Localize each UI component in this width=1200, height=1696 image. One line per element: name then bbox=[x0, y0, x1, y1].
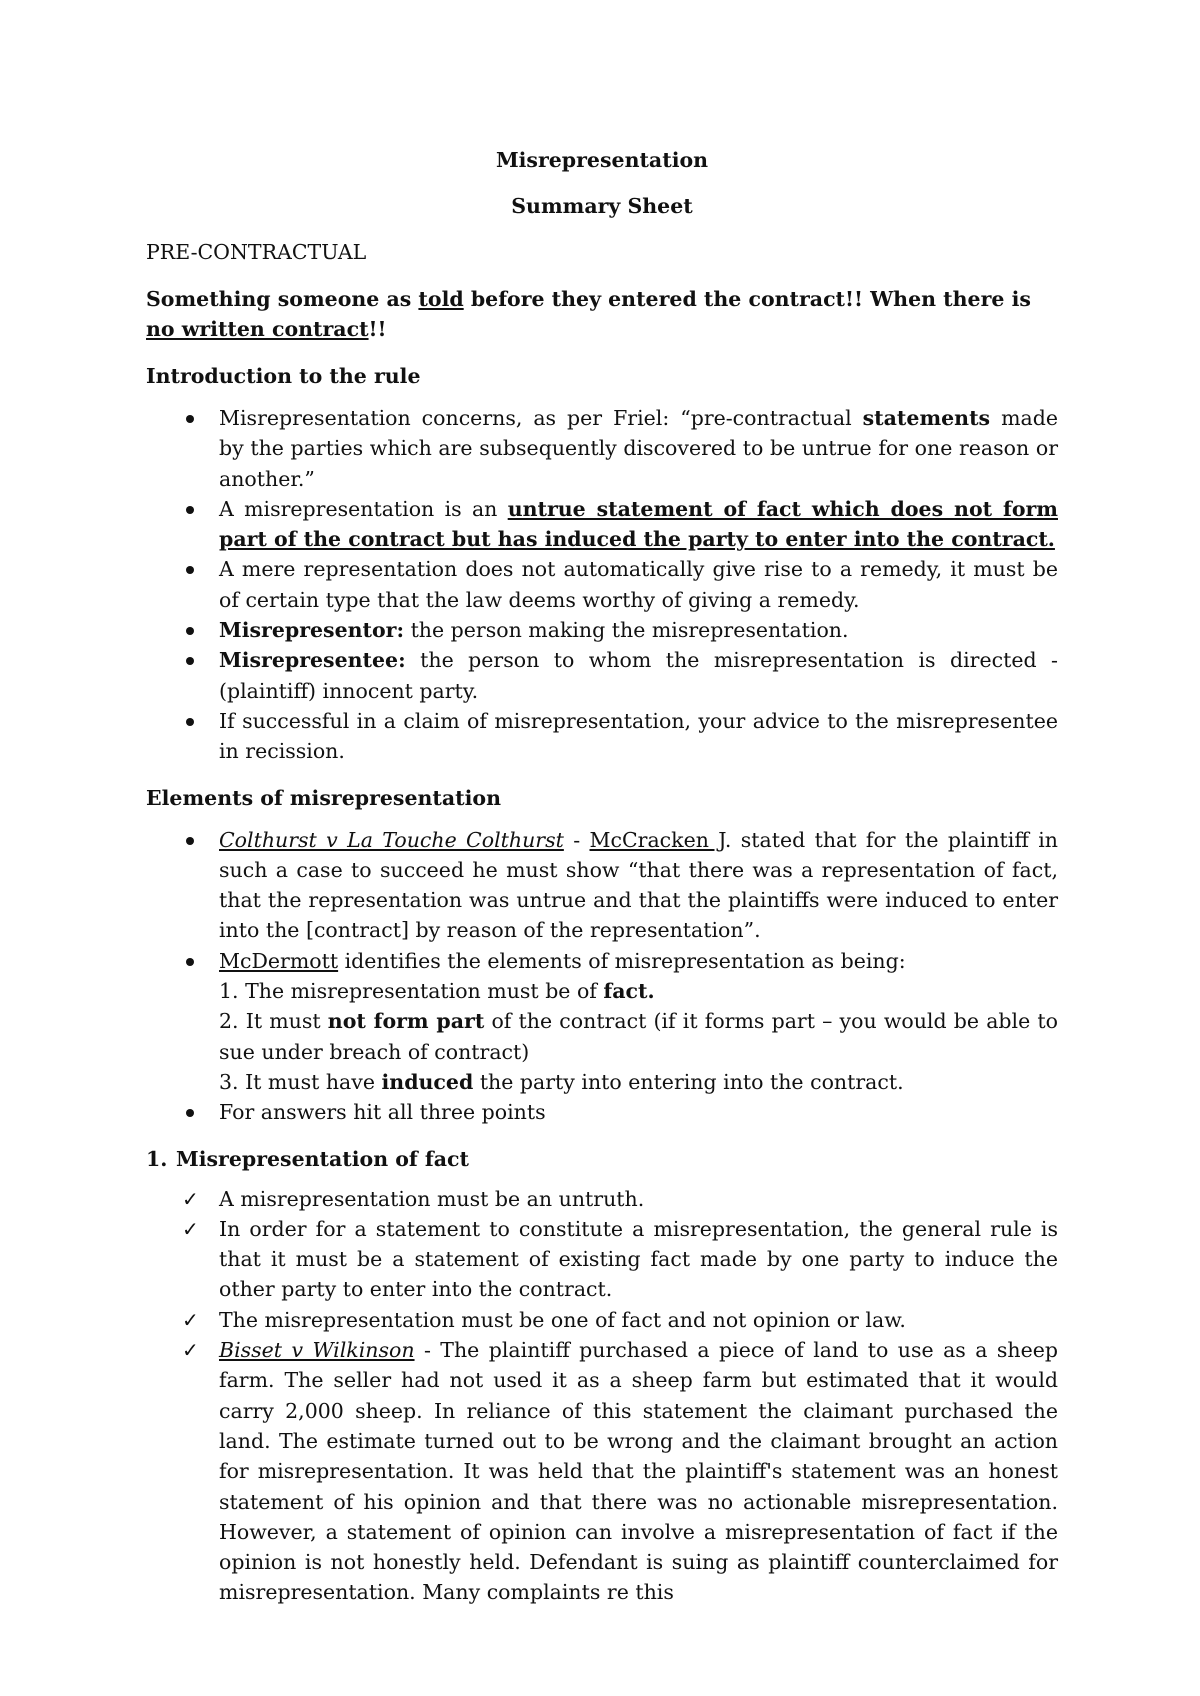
list-item bbox=[146, 494, 1058, 555]
item-text: - The plaintiff purchased a piece of land to use as a sheep farm. The seller had not used it as a sheep farm but estimated that it would carry 2,000 sheep. In reliance of this statement the claimant purchased the land. The estimate turned out to be wrong and the claimant brought an action for misrepresentation. It was held that the plaintiff's statement was an honest statement of his opinion and that there was no actionable misrepresentation. However, a statement of opinion can involve a misrepresentation of fact if the opinion is not honestly held. Defendant is suing as plaintiff counterclaimed for misrepresentation. Many complaints re this bbox=[219, 1338, 1058, 1605]
item-bold: statements bbox=[862, 406, 991, 430]
list-item bbox=[146, 706, 1058, 767]
elements-list bbox=[146, 825, 1058, 1128]
list-item bbox=[146, 825, 1058, 946]
item-text: Misrepresentation concerns, as per Friel: “pre-contractual bbox=[219, 406, 863, 430]
check-icon: ✓ bbox=[182, 1186, 199, 1211]
lead-text-3: !! bbox=[368, 317, 387, 341]
check-icon: ✓ bbox=[182, 1338, 199, 1363]
fact-list bbox=[146, 1184, 1058, 1608]
term-misrepresentor: Misrepresentor: bbox=[219, 618, 405, 643]
list-item bbox=[146, 1097, 1058, 1127]
lead-text-2: before they entered the contract!! When there is bbox=[463, 287, 1031, 311]
case-citation: Colthurst v La Touche Colthurst bbox=[219, 827, 564, 852]
sub-point-2: 2. It must not form part of the contract (if it forms part – you would be able to sue under breach of contract) bbox=[219, 1009, 1058, 1064]
bullet-dot-icon bbox=[186, 837, 194, 845]
document-title: Misrepresentation bbox=[495, 148, 709, 172]
item-text: - bbox=[563, 827, 590, 852]
fact-heading bbox=[146, 1142, 1058, 1176]
item-text: For answers hit all three points bbox=[219, 1100, 546, 1125]
bullet-dot-icon bbox=[186, 1109, 194, 1117]
item-bold-underline: untrue statement of fact which does not form part of the contract but has induced the party to enter into the contract. bbox=[219, 496, 1058, 552]
check-icon: ✓ bbox=[182, 1307, 199, 1332]
item-text: the person making the misrepresentation. bbox=[404, 618, 849, 643]
item-text: made by the parties which are subsequently discovered to be untrue for one reason or another.” bbox=[219, 406, 1058, 491]
list-item bbox=[146, 1335, 1058, 1608]
lead-told: told bbox=[418, 287, 464, 311]
document-body bbox=[146, 143, 1058, 1622]
list-item bbox=[146, 1214, 1058, 1305]
author-name: McDermott bbox=[219, 948, 339, 973]
intro-list bbox=[146, 403, 1058, 767]
case-citation: Bisset v Wilkinson bbox=[219, 1338, 415, 1363]
check-icon: ✓ bbox=[182, 1216, 199, 1241]
list-item bbox=[146, 1184, 1058, 1214]
section-label: PRE-CONTRACTUAL bbox=[146, 240, 367, 264]
elements-heading: Elements of misrepresentation bbox=[146, 785, 501, 810]
lead-no-written: no written contract bbox=[146, 317, 369, 341]
heading-text: Misrepresentation of fact bbox=[176, 1146, 469, 1171]
bullet-dot-icon bbox=[186, 657, 194, 665]
judge-name: McCracken J bbox=[589, 827, 725, 852]
item-text: If successful in a claim of misrepresentation, your advice to the misrepresentee in recission. bbox=[219, 708, 1058, 764]
item-text: the person to whom the misrepresentation is directed - (plaintiff) innocent party. bbox=[219, 648, 1058, 703]
item-text: In order for a statement to constitute a misrepresentation, the general rule is that it must be a statement of existing fact made by one party to induce the other party to enter into the contract. bbox=[219, 1216, 1058, 1302]
list-item bbox=[146, 645, 1058, 706]
list-item bbox=[146, 554, 1058, 615]
heading-number: 1. bbox=[146, 1146, 168, 1171]
item-text: . stated that for the plaintiff in such a case to succeed he must show “that there was a representation of fact, that the representation was untrue and that the plaintiffs were induced to enter into the [contract] by reason of the representation”. bbox=[219, 827, 1059, 943]
term-misrepresentee: Misrepresentee: bbox=[219, 648, 406, 673]
item-text: A misrepresentation is an bbox=[219, 496, 508, 521]
item-text: The misrepresentation must be one of fact and not opinion or law. bbox=[219, 1307, 906, 1332]
bullet-dot-icon bbox=[186, 718, 194, 726]
item-text: A mere representation does not automatically give rise to a remedy, it must be of certain type that the law deems worthy of giving a remedy. bbox=[219, 557, 1058, 612]
document-subtitle: Summary Sheet bbox=[511, 194, 693, 218]
lead-text-1: Something someone as bbox=[146, 287, 419, 311]
bullet-dot-icon bbox=[186, 506, 194, 514]
item-text: A misrepresentation must be an untruth. bbox=[219, 1186, 645, 1211]
bullet-dot-icon bbox=[186, 627, 194, 635]
bullet-dot-icon bbox=[186, 566, 194, 574]
bullet-dot-icon bbox=[186, 958, 194, 966]
list-item bbox=[146, 615, 1058, 645]
lead-paragraph bbox=[146, 284, 1058, 344]
list-item bbox=[146, 403, 1058, 494]
intro-heading: Introduction to the rule bbox=[146, 364, 421, 388]
bullet-dot-icon bbox=[186, 415, 194, 423]
list-item bbox=[146, 1305, 1058, 1335]
list-item bbox=[146, 946, 1058, 1097]
sub-point-1: 1. The misrepresentation must be of fact. bbox=[219, 979, 655, 1004]
item-text: identifies the elements of misrepresentation as being: bbox=[338, 948, 906, 973]
sub-point-3: 3. It must have induced the party into entering into the contract. bbox=[219, 1069, 904, 1094]
